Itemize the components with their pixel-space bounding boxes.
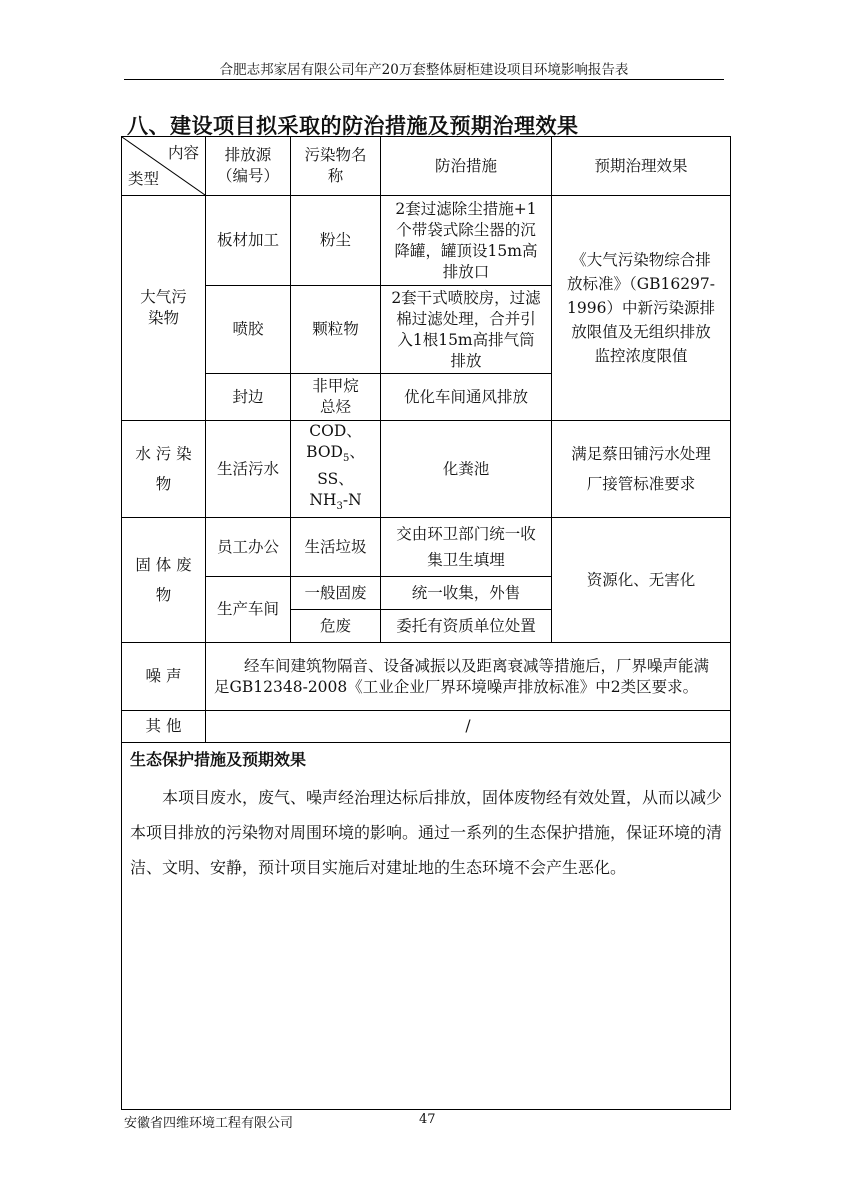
noise-text: 经车间建筑物隔音、设备减振以及距离衰减等措施后，厂界噪声能满足GB12348-2008《工业企业厂界环境噪声排放标准》中2类区要求。 xyxy=(206,643,731,711)
eco-cell xyxy=(122,743,731,1110)
water-effect: 满足蔡田铺污水处理厂接管标准要求 xyxy=(552,421,731,518)
air-row2-pollutant: 颗粒物 xyxy=(291,286,381,374)
air-row2-source: 喷胶 xyxy=(206,286,291,374)
page-header: 合肥志邦家居有限公司年产20万套整体厨柜建设项目环境影响报告表 xyxy=(219,62,629,78)
solid-row3-pollutant: 危废 xyxy=(291,610,381,643)
solid-row2-source: 生产车间 xyxy=(206,577,291,643)
air-row2-measure: 2套干式喷胶房，过滤棉过滤处理，合并引入1根15m高排气筒排放 xyxy=(381,286,552,374)
col-effect-header: 预期治理效果 xyxy=(552,137,731,196)
table-row xyxy=(122,421,731,518)
table-row xyxy=(122,518,731,577)
water-measure: 化粪池 xyxy=(381,421,552,518)
air-row1-pollutant: 粉尘 xyxy=(291,196,381,286)
water-pollutant-n: -N xyxy=(342,491,362,510)
air-row3-measure: 优化车间通风排放 xyxy=(381,374,552,421)
section-title: 八、建设项目拟采取的防治措施及预期治理效果 xyxy=(127,114,579,138)
col-source-header-line1: 排放源 xyxy=(224,146,272,164)
water-source: 生活污水 xyxy=(206,421,291,518)
solid-row2-measure: 统一收集，外售 xyxy=(381,577,552,610)
eco-title: 生态保护措施及预期效果 xyxy=(130,750,307,770)
water-pollutant-nh-sub: 3 xyxy=(336,501,343,513)
table-row xyxy=(122,643,731,711)
air-row1-source: 板材加工 xyxy=(206,196,291,286)
page-number: 47 xyxy=(419,1112,436,1127)
air-row3-source: 封边 xyxy=(206,374,291,421)
corner-header-cell xyxy=(122,137,206,196)
air-type-label: 大气污染物 xyxy=(140,288,187,327)
water-pollutant-ss: 、SS、 xyxy=(317,443,365,489)
solid-row1-source: 员工办公 xyxy=(206,518,291,577)
footer-company: 安徽省四维环境工程有限公司 xyxy=(124,1116,294,1131)
water-pollutant xyxy=(291,421,381,518)
water-pollutant-bod-line xyxy=(297,442,374,490)
water-pollutant-bod-sub: 5 xyxy=(342,453,350,465)
solid-row1-measure: 交由环卫部门统一收集卫生填埋 xyxy=(381,518,552,577)
table-header-row xyxy=(122,137,731,196)
air-type-cell xyxy=(122,196,206,421)
other-type-cell: 其 他 xyxy=(122,711,206,743)
other-value: / xyxy=(206,711,731,743)
col-pollutant-header-line2: 称 xyxy=(327,167,344,185)
col-source-header xyxy=(206,137,291,196)
solid-effect: 资源化、无害化 xyxy=(552,518,731,643)
table-row xyxy=(122,196,731,286)
col-pollutant-header-line1: 污染物名 xyxy=(304,146,367,164)
air-effect-cell: 《大气污染物综合排放标准》（GB16297-1996）中新污染源排放限值及无组织排放监控浓度限值 xyxy=(552,196,731,421)
eco-body: 本项目废水，废气、噪声经治理达标后排放，固体废物经有效处置，从而以减少本项目排放的污染物对周围环境的影响。通过一系列的生态保护措施，保证环境的清洁、文明、安静，预计项目实施后对建址地的生态环境不会产生恶化。 xyxy=(130,788,723,878)
solid-type-cell: 固 体 废 物 xyxy=(122,518,206,643)
noise-type-cell: 噪 声 xyxy=(122,643,206,711)
water-pollutant-nh-line xyxy=(297,490,374,517)
water-pollutant-cod: COD、 xyxy=(309,422,362,440)
water-pollutant-nh: NH xyxy=(309,491,337,510)
water-type-cell: 水 污 染 物 xyxy=(122,421,206,518)
air-row1-measure: 2套过滤除尘措施+1个带袋式除尘器的沉降罐，罐顶设15m高排放口 xyxy=(381,196,552,286)
air-row3-pollutant: 非甲烷总烃 xyxy=(291,374,381,421)
header-rule xyxy=(124,79,724,80)
water-pollutant-bod: BOD xyxy=(306,443,343,461)
col-pollutant-header xyxy=(291,137,381,196)
col-source-header-line2: （编号） xyxy=(216,167,279,185)
solid-row3-measure: 委托有资质单位处置 xyxy=(381,610,552,643)
solid-row1-pollutant: 生活垃圾 xyxy=(291,518,381,577)
solid-row2-pollutant: 一般固废 xyxy=(291,577,381,610)
table-row xyxy=(122,711,731,743)
corner-bottom-label: 类型 xyxy=(128,170,160,188)
col-measure-header: 防治措施 xyxy=(381,137,552,196)
corner-top-label: 内容 xyxy=(167,144,199,162)
measures-table xyxy=(121,136,731,1110)
eco-row xyxy=(122,743,731,1110)
